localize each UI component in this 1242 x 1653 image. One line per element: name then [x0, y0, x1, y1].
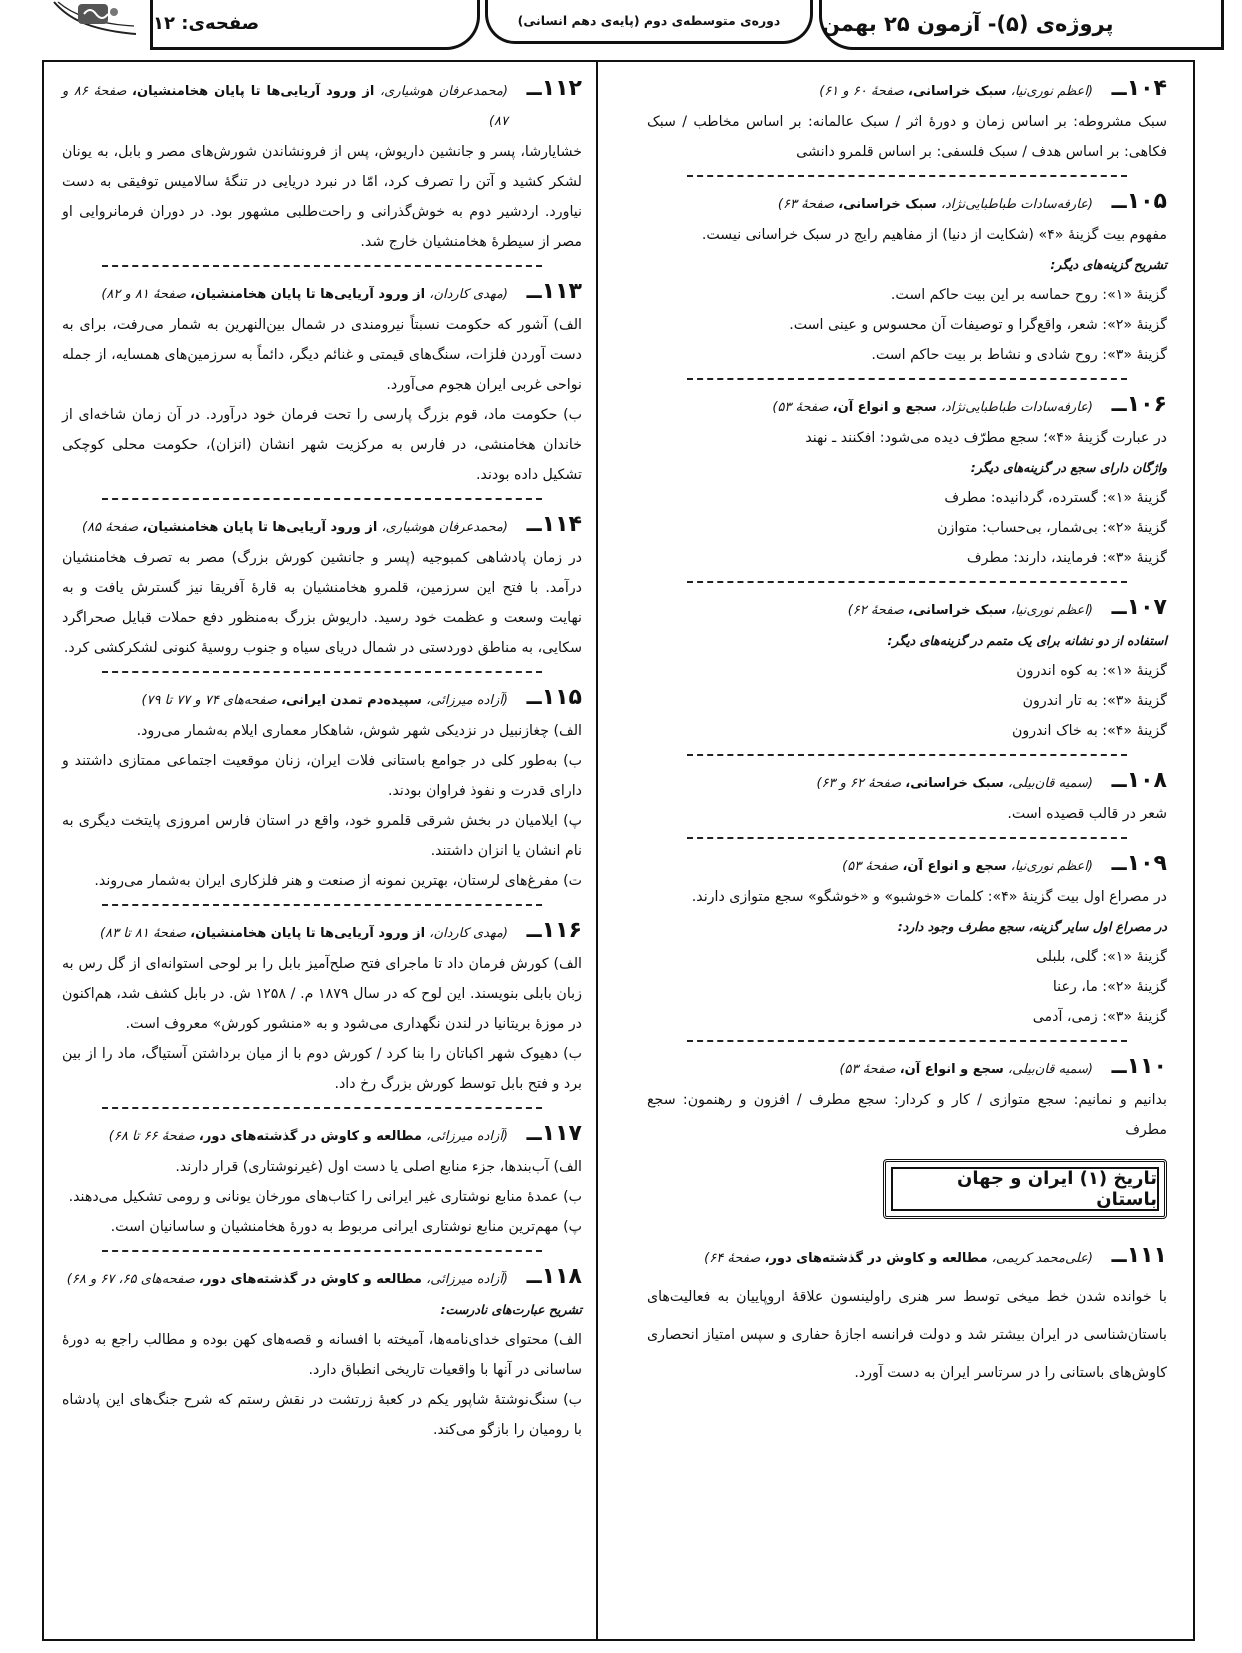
answer-page: صفحهٔ ۶۶ تا ۶۸): [108, 1129, 195, 1144]
answer-body: [62, 310, 582, 490]
answer-topic: مطالعه و کاوش در گذشته‌های دور،: [198, 1129, 422, 1144]
answer-number: ۱۰۷ــ: [1111, 595, 1167, 620]
dashed-separator: [687, 581, 1127, 583]
answer-author: (اعظم نوری‌نیا،: [1010, 84, 1093, 99]
answer-body: [62, 716, 582, 896]
answer-header: [62, 916, 582, 949]
answer-author: (سمیه قان‌بیلی،: [1007, 776, 1093, 791]
answer-line: ب) دهیوک شهر اکباتان را بنا کرد / کورش دوم با از میان برداشتن آستیاگ، ماد را از بین برد و فتح بابل توسط کورش بزرگ رخ داد.: [62, 1046, 582, 1092]
answer-body: [647, 882, 1167, 1032]
answer-source: [819, 77, 1093, 107]
column-divider: [596, 60, 598, 1641]
answer-111: [647, 1237, 1167, 1392]
answer-line: ب) عمدهٔ منابع نوشتاری غیر ایرانی را کتاب‌های مورخان یونانی و رومی تشکیل می‌دهند.: [68, 1189, 582, 1205]
answer-number: ۱۱۸ــ: [526, 1264, 582, 1289]
answer-page: صفحهٔ ۵۳): [839, 1062, 896, 1077]
answer-source: [839, 1055, 1093, 1085]
answer-source: [100, 919, 508, 949]
left-answers: [62, 74, 582, 1445]
answer-item: [647, 390, 1167, 573]
answer-option: گزینهٔ «۱»: گلی، بلبلی: [1035, 949, 1167, 965]
page-header: [0, 0, 1242, 58]
answer-page: صفحه‌های ۷۴ و ۷۷ تا ۷۹): [141, 693, 277, 708]
answer-option: گزینهٔ «۳»: به تار اندرون: [1022, 693, 1167, 709]
answer-body: [647, 799, 1167, 829]
answer-line: در عبارت گزینهٔ «۴»؛ سجع مطرّف دیده می‌شود: افکنند ـ نهند: [805, 430, 1167, 446]
dashed-separator: [687, 378, 1127, 380]
answer-item: [647, 74, 1167, 167]
left-column: [62, 74, 582, 1445]
answer-source: [109, 1122, 508, 1152]
answer-item: [62, 74, 582, 257]
answer-number: ۱۱۵ــ: [526, 685, 582, 710]
answer-header: [647, 849, 1167, 882]
answer-author: (سمیه قان‌بیلی،: [1007, 1062, 1093, 1077]
answer-subtitle: استفاده از دو نشانه برای یک متمم در گزینه‌های دیگر:: [887, 633, 1167, 648]
answer-item: [62, 916, 582, 1099]
answer-item: [647, 1052, 1167, 1145]
answer-option: گزینهٔ «۳»: روح شادی و نشاط بر بیت حاکم است.: [871, 347, 1167, 363]
answer-option: گزینهٔ «۱»: گسترده، گردانیده: مطرف: [944, 490, 1167, 506]
answer-source: [141, 686, 508, 716]
answer-item: [62, 683, 582, 896]
answer-page: صفحه‌های ۶۵، ۶۷ و ۶۸): [66, 1272, 195, 1287]
answer-source: [772, 393, 1093, 423]
answer-source: [778, 190, 1093, 220]
answer-page: صفحهٔ ۵۳): [842, 859, 899, 874]
answer-option: گزینهٔ «۳»: فرمایند، دارند: مطرف: [966, 550, 1167, 566]
answer-number: ۱۰۴ــ: [1111, 76, 1167, 101]
answer-line: در مصراع اول بیت گزینهٔ «۴»: کلمات «خوشبو» و «خوشگو» سجع متوازی دارند.: [691, 889, 1167, 905]
answer-line: ب) حکومت ماد، قوم بزرگ پارسی را تحت فرمان خود درآورد. در آن زمان شاخه‌ای از خاندان هخامنشی، در فارس به مرکزیت شهر انشان (انزان)، حکومت محلی کوچکی تشکیل داده بودند.: [62, 407, 582, 483]
answer-number: ۱۱۳ــ: [526, 279, 582, 304]
right-column: [647, 74, 1167, 1392]
section-title: تاریخ (۱) ایران و جهان باستان: [891, 1167, 1159, 1211]
answer-header: [62, 1262, 582, 1295]
answer-topic: از ورود آریایی‌ها تا پایان هخامنشیان،: [132, 84, 375, 99]
answer-source: [67, 1265, 508, 1295]
answer-item: [647, 849, 1167, 1032]
grade-title-text: دوره‌ی متوسطه‌ی دوم (پایه‌ی دهم انسانی): [517, 13, 781, 28]
answer-page: صفحهٔ ۶۲ و ۶۳): [816, 776, 902, 791]
answer-number: ۱۱۷ــ: [526, 1121, 582, 1146]
answer-topic: از ورود آریایی‌ها تا پایان هخامنشیان،: [142, 520, 378, 535]
answer-body: [647, 107, 1167, 167]
answer-topic: سپیده‌دم تمدن ایرانی،: [281, 693, 422, 708]
answer-page: صفحهٔ ۸۵): [82, 520, 139, 535]
answer-body: [62, 137, 582, 257]
dashed-separator: [687, 175, 1127, 177]
dashed-separator: [102, 671, 542, 673]
answer-body: [647, 626, 1167, 746]
answer-page: صفحهٔ ۶۲): [847, 603, 904, 618]
answer-item: [62, 1262, 582, 1445]
answer-item: [62, 1119, 582, 1242]
dashed-separator: [687, 1040, 1127, 1042]
answer-source: [842, 852, 1093, 882]
answer-source: [62, 77, 508, 137]
dashed-separator: [102, 498, 542, 500]
answer-number: ۱۱۴ــ: [526, 512, 582, 537]
answer-topic: سبک خراسانی،: [905, 776, 1004, 791]
answer-topic: سبک خراسانی،: [908, 84, 1007, 99]
page-number: [150, 0, 480, 50]
answer-author: (محمدعرفان هوشیاری،: [381, 520, 508, 535]
dashed-separator: [102, 1107, 542, 1109]
answer-line: با خوانده شدن خط میخی توسط سر هنری راولینسون علاقهٔ اروپاییان به فعالیت‌های باستان‌شناسی در ایران بیشتر شد و دولت فرانسه اجازهٔ حفاری و سپس امتیاز انحصاری کاوش‌های باستانی را در سرتاسر ایران به دست آورد.: [647, 1289, 1167, 1381]
answer-option: گزینهٔ «۲»: شعر، واقع‌گرا و توصیفات آن محسوس و عینی است.: [789, 317, 1167, 333]
exam-title: [819, 0, 1224, 50]
answer-line: خشایارشا، پسر و جانشین داریوش، پس از فرونشاندن شورش‌های مصر و بابل، به یونان لشکر کشید و آتن را تصرف کرد، امّا در نبرد دریایی در تنگهٔ سالامیس توفیقی به دست نیاورد. اردشیر دوم به خوش‌گذرانی و راحت‌طلبی مشهور بود. در دوران فرمانروایی او مصر از سیطرهٔ هخامنشیان خارج شد.: [62, 144, 582, 250]
answer-author: (عارفه‌سادات طباطبایی‌نژاد،: [940, 197, 1093, 212]
answer-header: [647, 1237, 1167, 1278]
answer-page: صفحهٔ ۶۰ و ۶۱): [819, 84, 904, 99]
answer-body: [62, 949, 582, 1099]
answer-item: [62, 277, 582, 490]
answer-option: گزینهٔ «۲»: ما، رعنا: [1052, 979, 1167, 995]
answer-item: [647, 187, 1167, 370]
answer-topic: مطالعه و کاوش در گذشته‌های دور،: [198, 1272, 422, 1287]
answer-line: بدانیم و نمانیم: سجع متوازی / کار و کردار: سجع مطرف / افزون و رهنمون: سجع مطرف: [647, 1092, 1167, 1138]
answer-option: گزینهٔ «۳»: زمی، آدمی: [1032, 1009, 1167, 1025]
answer-number: ۱۱۶ــ: [526, 918, 582, 943]
answer-topic: از ورود آریایی‌ها تا پایان هخامنشیان،: [190, 926, 426, 941]
answer-number: ۱۱۲ــ: [526, 76, 582, 101]
answer-author: (آزاده میرزائی،: [426, 1272, 508, 1287]
page-number-text: صفحه‌ی: ۱۲: [153, 13, 260, 34]
answer-header: [647, 187, 1167, 220]
answer-number: ۱۰۸ــ: [1111, 768, 1167, 793]
ghalamchi-logo: [48, 0, 140, 52]
answer-topic: سجع و انواع آن،: [832, 400, 937, 415]
answer-body: [62, 543, 582, 663]
answer-number: ۱۱۰ــ: [1111, 1054, 1167, 1079]
grade-title: [485, 0, 813, 44]
answer-topic: سجع و انواع آن،: [899, 1062, 1004, 1077]
answer-page: صفحهٔ ۵۳): [772, 400, 829, 415]
answer-line: در زمان پادشاهی کمبوجیه (پسر و جانشین کورش بزرگ) مصر به تصرف هخامنشیان درآمد. با فتح این سرزمین، قلمرو هخامنشیان به قارهٔ آفریقا نیز گسترش یافت و به نهایت وسعت و عظمت خود رسید. داریوش بزرگ به‌منظور دفع حملات قبایل صحراگرد سکایی، به مناطق دوردستی در شمال دریای سیاه و جنوب روسیهٔ کنونی لشکرکشی کرد.: [62, 550, 582, 656]
answer-header: [647, 766, 1167, 799]
answer-option: گزینهٔ «۱»: روح حماسه بر این بیت حاکم است.: [890, 287, 1167, 303]
answer-header: [62, 74, 582, 137]
answer-page: صفحهٔ ۸۱ و ۸۲): [101, 287, 186, 302]
answer-item: [647, 593, 1167, 746]
answer-body: [62, 1152, 582, 1242]
exam-title-text: پروژه‌ی (۵)- آزمون ۲۵ بهمن: [822, 11, 1114, 36]
answer-author: (آزاده میرزائی،: [426, 693, 508, 708]
answer-line: ت) مفرغ‌های لرستان، بهترین نمونه از صنعت و هنر فلزکاری ایران به‌شمار می‌روند.: [94, 873, 582, 889]
answer-option: گزینهٔ «۱»: به کوه اندرون: [1016, 663, 1167, 679]
section-title-box: [883, 1159, 1167, 1219]
answer-header: [647, 593, 1167, 626]
answer-line: ب) به‌طور کلی در جوامع باستانی فلات ایران، زنان موقعیت اجتماعی ممتازی داشتند و دارای قدرت و نفوذ فراوان بودند.: [62, 753, 582, 799]
answer-line: الف) آب‌بندها، جزء منابع اصلی یا دست اول (غیرنوشتاری) قرار دارند.: [175, 1159, 582, 1175]
answer-item: [62, 510, 582, 663]
dashed-separator: [102, 265, 542, 267]
answer-source: [704, 1240, 1093, 1278]
answer-option: گزینهٔ «۴»: به خاک اندرون: [1011, 723, 1167, 739]
answer-topic: سبک خراسانی،: [908, 603, 1007, 618]
answer-author: (علی‌محمد کریمی،: [991, 1251, 1093, 1266]
answer-header: [62, 1119, 582, 1152]
answer-line: ب) سنگ‌نوشتهٔ شاپور یکم در کعبهٔ زرتشت در نقش رستم که شرح جنگ‌های این پادشاه با رومیان را بازگو می‌کند.: [62, 1392, 582, 1438]
answer-page: صفحهٔ ۶۳): [777, 197, 835, 212]
answer-body: [647, 220, 1167, 370]
answer-author: (مهدی کاردان،: [429, 287, 508, 302]
answer-number: ۱۰۶ــ: [1111, 392, 1167, 417]
answer-subtitle: در مصراع اول سایر گزینه، سجع مطرف وجود دارد:: [897, 919, 1167, 934]
answer-line: سبک مشروطه: بر اساس زمان و دورهٔ اثر / سبک عالمانه: بر اساس مخاطب / سبک فکاهی: بر اساس هدف / سبک فلسفی: بر اساس قلمرو دانشی: [647, 114, 1167, 160]
dashed-separator: [687, 837, 1127, 839]
answer-author: (مهدی کاردان،: [429, 926, 508, 941]
answer-body: [647, 423, 1167, 573]
dashed-separator: [102, 1250, 542, 1252]
answer-page: صفحهٔ ۶۴): [704, 1251, 761, 1266]
answer-number: ۱۰۹ــ: [1111, 851, 1167, 876]
answer-author: (عارفه‌سادات طباطبایی‌نژاد،: [940, 400, 1093, 415]
answer-line: الف) چغازنبیل در نزدیکی شهر شوش، شاهکار معماری ایلام به‌شمار می‌رود.: [136, 723, 582, 739]
answer-subtitle: تشریح عبارت‌های نادرست:: [440, 1302, 582, 1317]
answer-header: [647, 1052, 1167, 1085]
answer-body: [647, 1085, 1167, 1145]
answer-source: [101, 280, 508, 310]
answer-author: (اعظم نوری‌نیا،: [1010, 603, 1093, 618]
answer-topic: مطالعه و کاوش در گذشته‌های دور،: [764, 1251, 988, 1266]
answer-header: [62, 510, 582, 543]
answer-page: صفحهٔ ۸۶ و ۸۷): [62, 84, 508, 129]
answer-line: شعر در قالب قصیده است.: [1007, 806, 1167, 822]
answer-author: (آزاده میرزائی،: [426, 1129, 508, 1144]
answer-line: الف) کورش فرمان داد تا ماجرای فتح صلح‌آمیز بابل را بر لوحی استوانه‌ای از گل رس به زبان بابلی بنویسند. این لوح که در سال ۱۸۷۹ م. / ۱۲۵۸ ش. در بابل کشف شد، هم‌اکنون در موزهٔ بریتانیا در لندن نگهداری می‌شود و به «منشور کورش» معروف است.: [62, 956, 582, 1032]
answer-number: ۱۱۱ــ: [1111, 1243, 1167, 1268]
answer-line: مفهوم بیت گزینهٔ «۴» (شکایت از دنیا) از مفاهیم رایج در سبک خراسانی نیست.: [701, 227, 1167, 243]
answer-item: [647, 766, 1167, 829]
right-answers: [647, 74, 1167, 1145]
answer-header: [62, 683, 582, 716]
answer-source: [848, 596, 1093, 626]
answer-subtitle: تشریح گزینه‌های دیگر:: [1050, 257, 1167, 272]
answer-subtitle: واژگان دارای سجع در گزینه‌های دیگر:: [970, 460, 1167, 475]
answer-source: [82, 513, 508, 543]
answer-page: صفحهٔ ۸۱ تا ۸۳): [100, 926, 186, 941]
answer-author: (محمدعرفان هوشیاری،: [379, 84, 508, 99]
answer-source: [816, 769, 1093, 799]
answer-body: [62, 1295, 582, 1445]
answer-line: الف) آشور که حکومت نسبتاً نیرومندی در شمال بین‌النهرین به شمار می‌رفت، برای به دست آوردن فلزات، سنگ‌های قیمتی و غنائم دیگر، دائماً به سرزمین‌های همسایه، از جمله نواحی غربی ایران هجوم می‌آورد.: [62, 317, 582, 393]
answer-topic: سبک خراسانی،: [838, 197, 937, 212]
answer-topic: سجع و انواع آن،: [902, 859, 1007, 874]
dashed-separator: [102, 904, 542, 906]
answer-line: پ) مهم‌ترین منابع نوشتاری ایرانی مربوط به دورهٔ هخامنشیان و ساسانیان است.: [110, 1219, 582, 1235]
answer-line: الف) محتوای خدای‌نامه‌ها، آمیخته با افسانه و قصه‌های کهن بوده و مطالب راجع به دورهٔ ساسانی در آنها با واقعیات تاریخی انطباق دارد.: [62, 1332, 582, 1378]
answer-option: گزینهٔ «۲»: بی‌شمار، بی‌حساب: متوازن: [937, 520, 1167, 536]
answer-header: [647, 74, 1167, 107]
answer-author: (اعظم نوری‌نیا،: [1010, 859, 1093, 874]
answer-line: پ) ایلامیان در بخش شرقی قلمرو خود، واقع در استان فارس امروزی پایتخت دیگری به نام انشان یا انزان داشتند.: [62, 813, 582, 859]
answer-header: [647, 390, 1167, 423]
answer-header: [62, 277, 582, 310]
answer-number: ۱۰۵ــ: [1111, 189, 1167, 214]
answer-body: [647, 1278, 1167, 1392]
answer-topic: از ورود آریایی‌ها تا پایان هخامنشیان،: [190, 287, 426, 302]
dashed-separator: [687, 754, 1127, 756]
